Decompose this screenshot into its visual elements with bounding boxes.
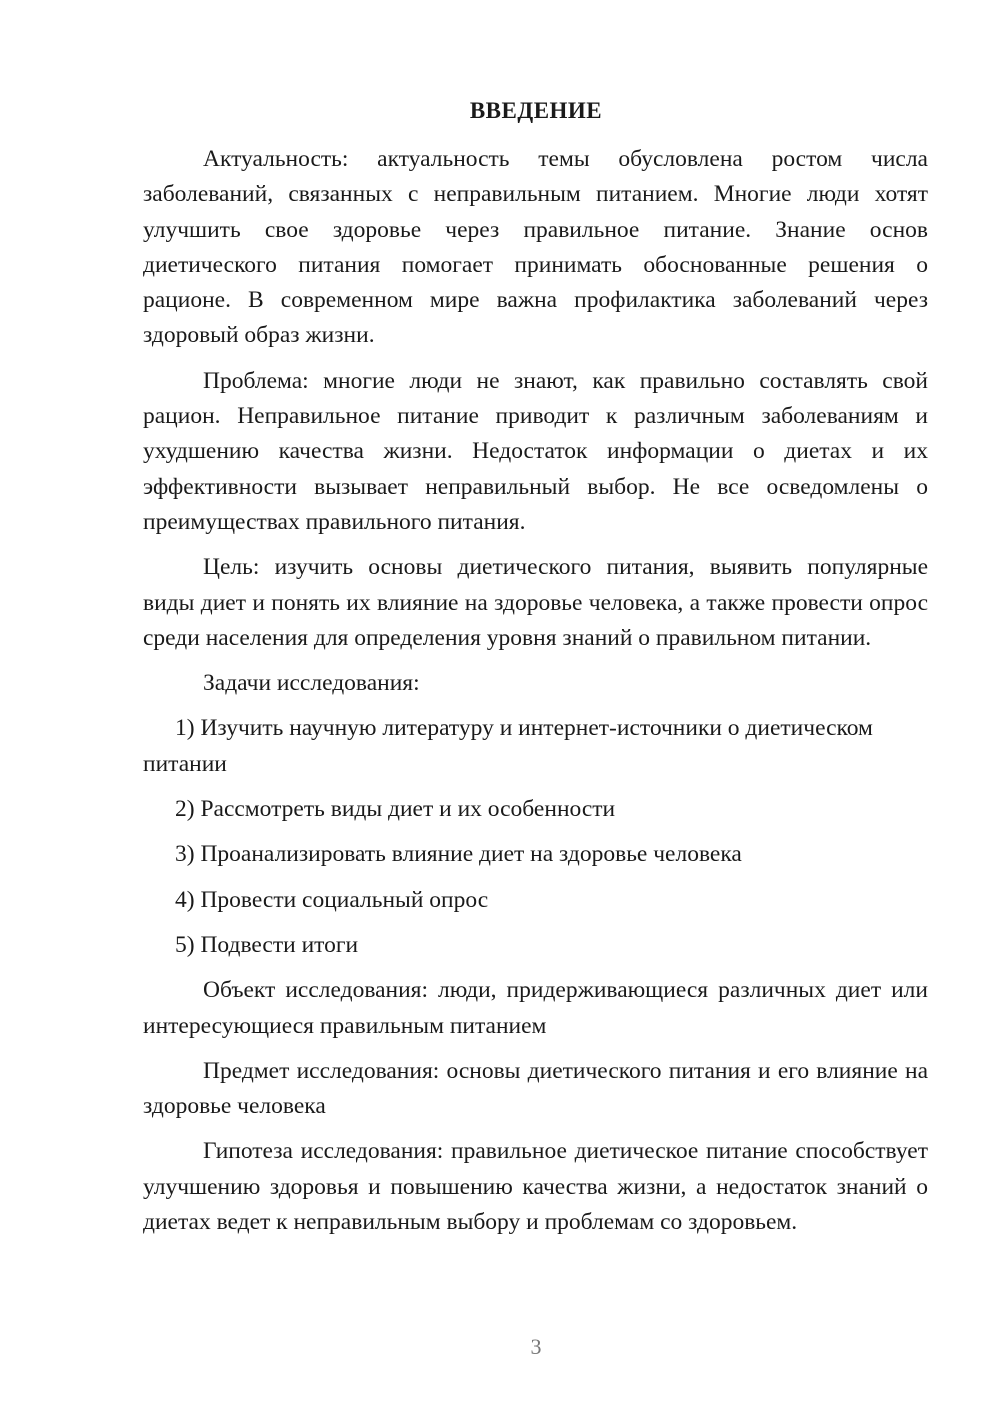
task-item-3: 3) Проанализировать влияние диет на здоровье человека xyxy=(175,841,742,868)
paragraph-problem: Проблема: многие люди не знают, как правильно составлять свой рацион. Неправильное питание приводит к различным заболеваниям и ухудшению качества жизни. Недостаток информации о диетах и их эффективности вызывает неправильный выбор. Не все осведомлены о преимуществах правильного питания. xyxy=(143,367,928,535)
paragraph-relevance: Актуальность: актуальность темы обусловлена ростом числа заболеваний, связанных с неправильным питанием. Многие люди хотят улучшить свое здоровье через правильное питание. Знание основ диетического питания помогает принимать обоснованные решения о рационе. В современном мире важна профилактика заболеваний через здоровый образ жизни. xyxy=(143,146,928,349)
page-number: 3 xyxy=(530,1334,542,1359)
tasks-title: Задачи исследования: xyxy=(203,670,420,697)
paragraph-hypothesis: Гипотеза исследования: правильное диетическое питание способствует улучшению здоровья и повышению качества жизни, а недостаток знаний о диетах ведет к неправильным выбору и проблемам со здоровьем. xyxy=(143,1138,928,1236)
paragraph-subject: Предмет исследования: основы диетического питания и его влияние на здоровье человека xyxy=(143,1057,928,1120)
tasks-list xyxy=(143,711,928,963)
task-item-2: 2) Рассмотреть виды диет и их особенности xyxy=(175,796,616,823)
task-item-4: 4) Провести социальный опрос xyxy=(175,886,489,913)
task-item-1: 1) Изучить научную литературу и интернет-источники о диетическом питании xyxy=(143,715,873,777)
document-body xyxy=(143,142,928,1250)
paragraph-object: Объект исследования: люди, придерживающиеся различных диет или интересующиеся правильным питанием xyxy=(143,977,928,1039)
paragraph-goal: Цель: изучить основы диетического питания, выявить популярные виды диет и понять их влияние на здоровье человека, а также провести опрос среди населения для определения уровня знаний о правильном питании. xyxy=(143,554,928,651)
task-item-5: 5) Подвести итоги xyxy=(175,931,359,958)
section-heading: ВВЕДЕНИЕ xyxy=(469,98,603,123)
